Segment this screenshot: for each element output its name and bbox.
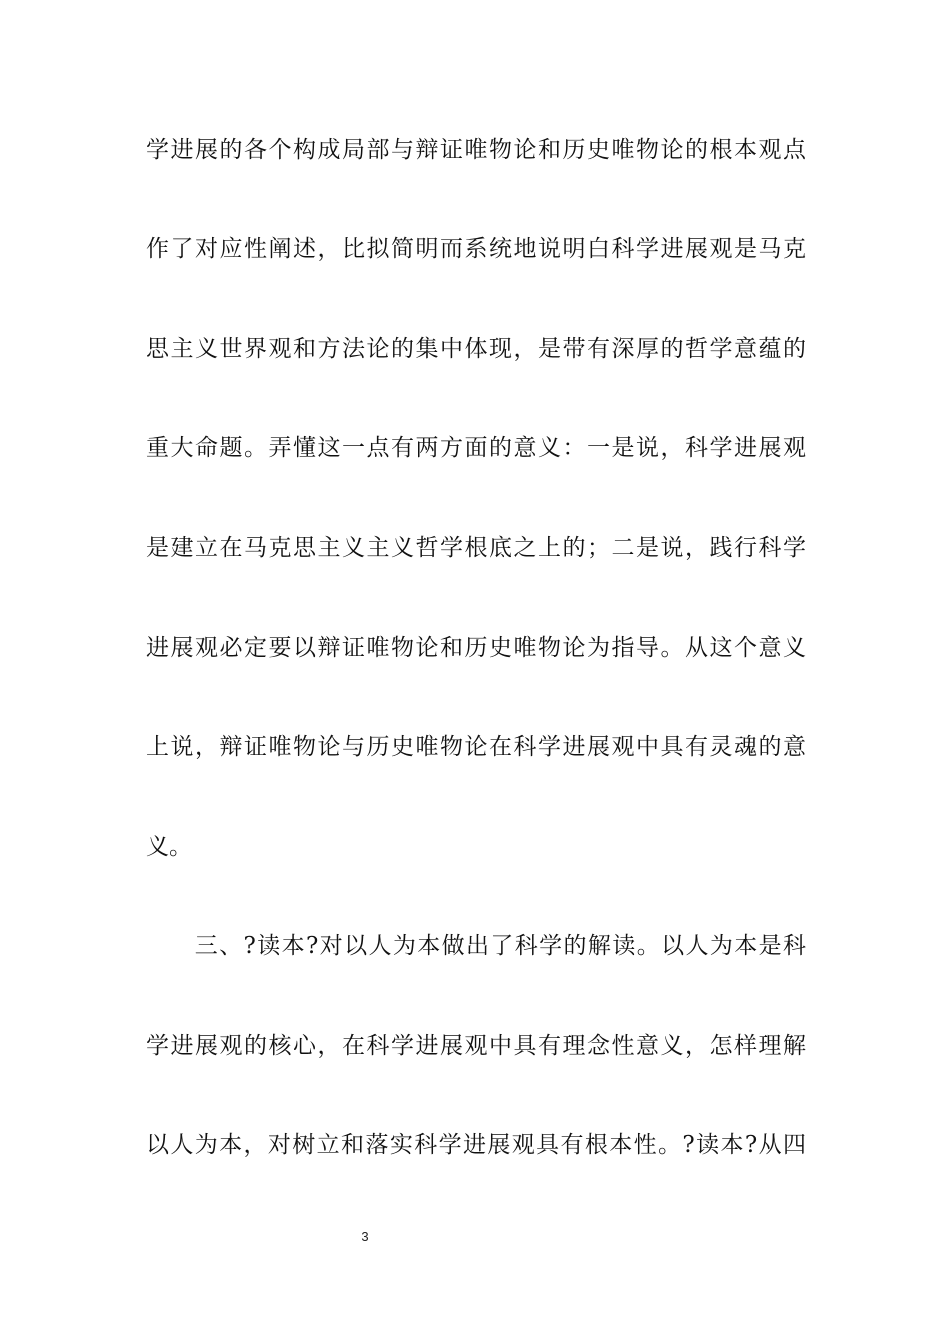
text-line-6: 进展观必定要以辩证唯物论和历史唯物论为指导。从这个意义 (146, 635, 806, 661)
text-line-10: 学进展观的核心，在科学进展观中具有理念性意义，怎样理解 (146, 1033, 806, 1059)
text-line-11: 以人为本，对树立和落实科学进展观具有根本性。?读本?从四 (146, 1132, 806, 1158)
text-line-2: 作了对应性阐述，比拟简明而系统地说明白科学进展观是马克 (146, 236, 806, 262)
text-line-1: 学进展的各个构成局部与辩证唯物论和历史唯物论的根本观点 (146, 137, 806, 163)
page-number: 3 (361, 1229, 369, 1244)
text-line-5: 是建立在马克思主义主义哲学根底之上的；二是说，践行科学 (146, 535, 806, 561)
text-line-7: 上说，辩证唯物论与历史唯物论在科学进展观中具有灵魂的意 (146, 734, 806, 760)
text-line-3: 思主义世界观和方法论的集中体现，是带有深厚的哲学意蕴的 (146, 336, 806, 362)
text-line-9: 三、?读本?对以人为本做出了科学的解读。以人为本是科 (146, 933, 806, 959)
text-line-4: 重大命题。弄懂这一点有两方面的意义：一是说，科学进展观 (146, 435, 806, 461)
text-line-8: 义。 (146, 834, 192, 860)
